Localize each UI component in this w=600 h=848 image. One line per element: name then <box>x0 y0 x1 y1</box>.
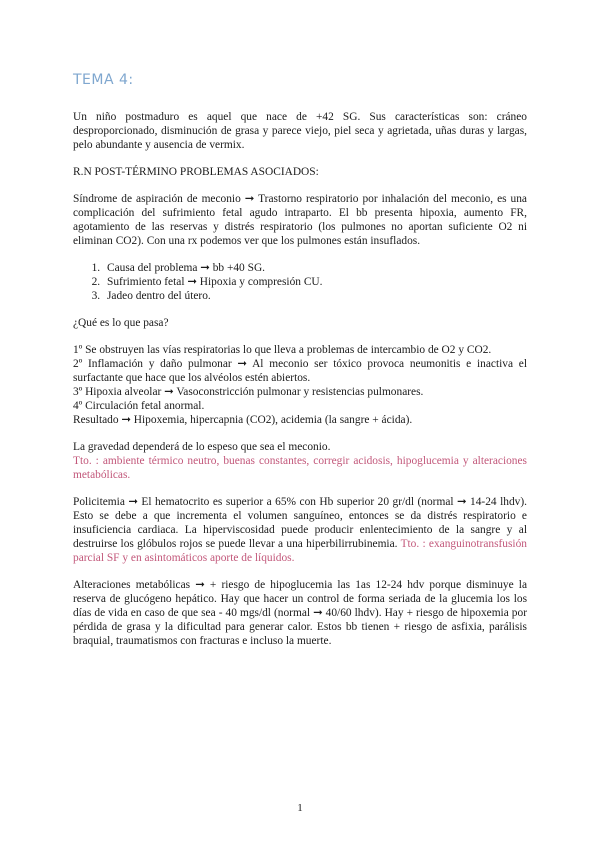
causes-list <box>73 261 527 303</box>
page-number: 1 <box>297 802 303 814</box>
document-body <box>73 110 527 648</box>
question-line: ¿Qué es lo que pasa? <box>73 317 169 329</box>
step-line: 3º Hipoxia alveolar ➞ Vasoconstricción pulmonar y resistencias pulmonares. <box>73 386 424 398</box>
step-line: 1º Se obstruyen las vías respiratorias lo que lleva a problemas de intercambio de O2 y CO2. <box>73 344 492 356</box>
section-title: R.N POST-TÉRMINO PROBLEMAS ASOCIADOS: <box>73 166 319 178</box>
metabolic-paragraph: Alteraciones metabólicas ➞ + riesgo de hipoglucemia las 1as 12-24 hdv porque disminuye la reserva de glucógeno hepático. Hay que hacer un control de forma seriada de la glucemia los los días de vida en caso de que sea - 40 mgs/dl (normal ➞ 40/60 lhdv). Hay + riesgo de hipoxemia por pérdida de grasa y la dificultad para generar calor. Estos bb tienen + riesgo de asfixia, parálisis braquial, traumatismos con fracturas e incluso la muerte. <box>73 579 527 647</box>
severity-line: La gravedad dependerá de lo espeso que sea el meconio. <box>73 441 331 453</box>
step-line: 2º Inflamación y daño pulmonar ➞ Al meconio ser tóxico provoca neumonitis e inactiva el surfactante que hace que los alvéolos estén abiertos. <box>73 358 527 384</box>
list-item: 3. Jadeo dentro del útero. <box>103 289 527 303</box>
result-line: Resultado ➞ Hipoxemia, hipercapnia (CO2), acidemia (la sangre + ácida). <box>73 414 413 426</box>
policitemia-paragraph <box>73 495 527 565</box>
policitemia-text: Policitemia ➞ El hematocrito es superior a 65% con Hb superior 20 gr/dl (normal ➞ 14-24 lhdv). Esto se debe a que incrementa el volumen sanguíneo, entonces se da distrés respiratorio e insuficiencia cardiaca. La hiperviscosidad puede producir enlentecimiento de la sangre y al destruirse los glóbulos rojos se puede llevar a una hiperbilirrubinemia. <box>73 496 527 550</box>
treatment-meconio: Tto. : ambiente térmico neutro, buenas constantes, corregir acidosis, hipoglucemia y alteraciones metabólicas. <box>73 455 527 481</box>
step-line: 4º Circulación fetal anormal. <box>73 400 205 412</box>
intro-paragraph: Un niño postmaduro es aquel que nace de +42 SG. Sus características son: cráneo desproporcionado, disminución de grasa y parece viejo, piel seca y agrietada, uñas duras y largas, pelo abundante y ausencia de vermix. <box>73 111 527 151</box>
treatment-policitemia: Tto. : exanguinotransfusión parcial SF y en asintomáticos aporte de líquidos. <box>73 538 527 564</box>
list-item: 1. Causa del problema ➞ bb +40 SG. <box>103 261 527 275</box>
list-item: 2. Sufrimiento fetal ➞ Hipoxia y compresión CU. <box>103 275 527 289</box>
page-heading: TEMA 4: <box>73 72 134 88</box>
meconio-paragraph: Síndrome de aspiración de meconio ➞ Trastorno respiratorio por inhalación del meconio, es una complicación del sufrimiento fetal agudo intraparto. El bb presenta hipoxia, aumento FR, agotamiento de las reservas y distrés respiratorio (los pulmones no aportan suficiente O2 ni eliminan CO2). Con una rx podemos ver que los pulmones están insuflados. <box>73 193 527 247</box>
